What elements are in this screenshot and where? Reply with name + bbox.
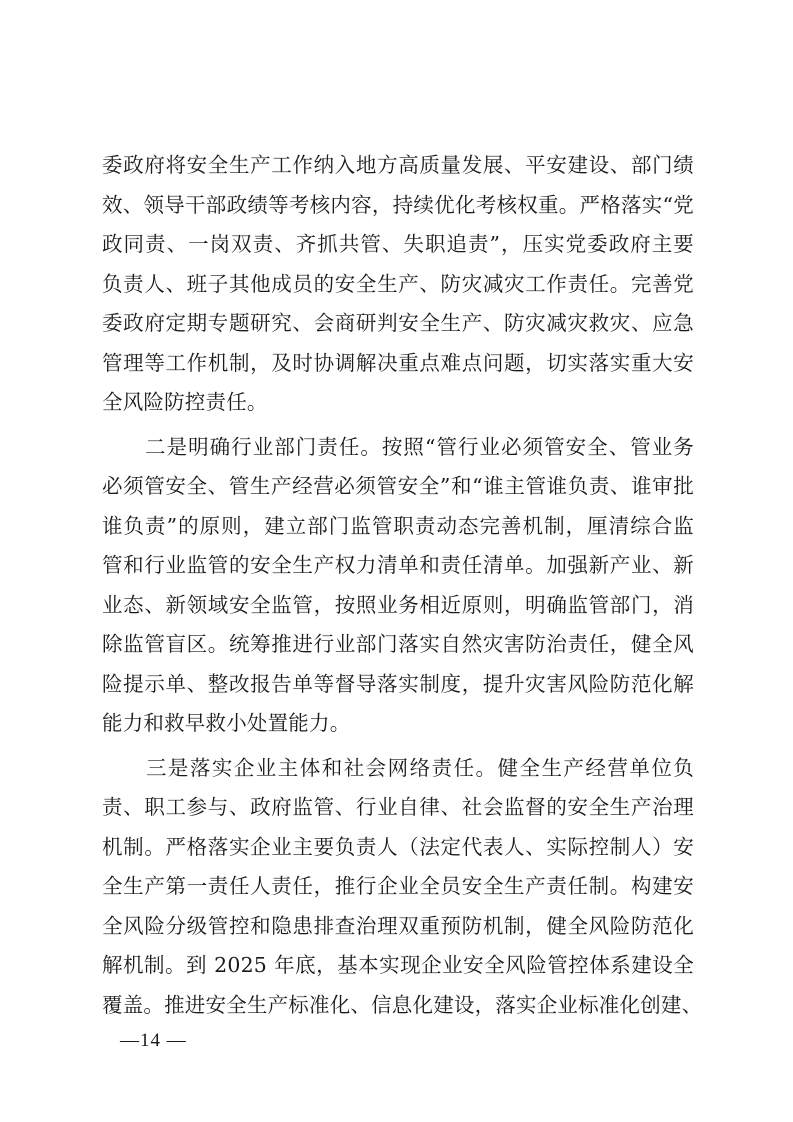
body-text (102, 146, 703, 1025)
text-line: 谁负责”的原则，建立部门监管职责动态完善机制，厘清综合监 (102, 513, 694, 538)
paragraph-1 (102, 146, 694, 423)
text-line: 机制。严格落实企业主要负责人（法定代表人、实际控制人）安 (102, 834, 694, 859)
paragraph-2 (102, 428, 694, 744)
text-line: 管理等工作机制，及时协调解决重点难点问题，切实落实重大安 (102, 350, 694, 375)
text-line: 覆盖。推进安全生产标准化、信息化建设，落实企业标准化创建、 (102, 992, 703, 1017)
text-line: 险提示单、整改报告单等督导落实制度，提升灾害风险防范化解 (102, 671, 694, 696)
text-line: 责、职工参与、政府监管、行业自律、社会监督的安全生产治理 (102, 795, 694, 819)
text-line: 效、领导干部政绩等考核内容，持续优化考核权重。严格落实“党 (102, 192, 694, 217)
text-line: 管和行业监管的安全生产权力清单和责任清单。加强新产业、新 (102, 553, 694, 577)
text-line: 业态、新领域安全监管，按照业务相近原则，明确监管部门，消 (102, 592, 694, 617)
text-line: 解机制。到 2025 年底，基本实现企业安全风险管控体系建设全 (102, 953, 694, 977)
text-line: 全风险防控责任。 (102, 390, 268, 414)
text-line: 委政府将安全生产工作纳入地方高质量发展、平安建设、部门绩 (102, 153, 694, 177)
text-line: 政同责、一岗双责、齐抓共管、失职追责”，压实党委政府主要 (102, 232, 694, 256)
text-line: 二是明确行业部门责任。按照“管行业必须管安全、管业务 (102, 434, 694, 459)
text-line: 三是落实企业主体和社会网络责任。健全生产经营单位负 (102, 755, 694, 780)
text-line: 除监管盲区。统筹推进行业部门落实自然灾害防治责任，健全风 (102, 632, 694, 656)
paragraph-3 (102, 749, 703, 1026)
text-line: 委政府定期专题研究、会商研判安全生产、防灾减灾救灾、应急 (102, 311, 694, 335)
page-number: —14 — (120, 1030, 187, 1051)
text-line: 全风险分级管控和隐患排查治理双重预防机制，健全风险防范化 (102, 913, 694, 938)
text-line: 全生产第一责任人责任，推行企业全员安全生产责任制。构建安 (102, 874, 694, 898)
text-line: 必须管安全、管生产经营必须管安全”和“谁主管谁负责、谁审批 (102, 474, 694, 498)
text-line: 负责人、班子其他成员的安全生产、防灾减灾工作责任。完善党 (102, 271, 694, 296)
text-line: 能力和救早救小处置能力。 (102, 711, 351, 735)
